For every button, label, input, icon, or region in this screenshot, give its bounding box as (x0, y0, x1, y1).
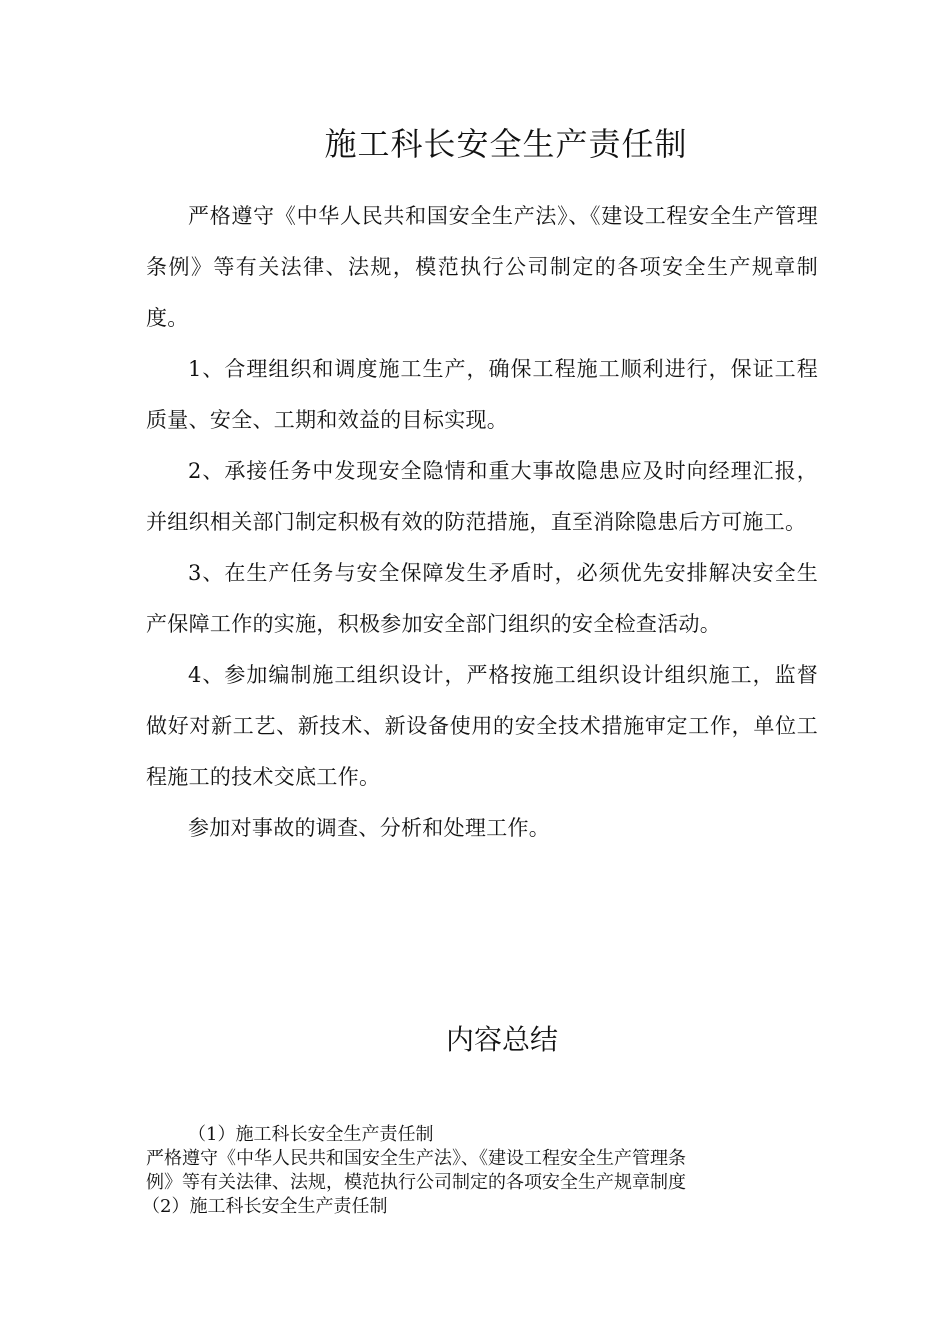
paragraph-item-2: 2、承接任务中发现安全隐情和重大事故隐患应及时向经理汇报，并组织相关部门制定积极有效的防范措施，直至消除隐患后方可施工。 (146, 459, 818, 534)
document-body (146, 191, 818, 854)
paragraph-closing: 参加对事故的调查、分析和处理工作。 (188, 816, 551, 840)
summary-title: 内容总结 (446, 1023, 559, 1056)
summary-section (142, 1123, 806, 1219)
paragraph-item-4: 4、参加编制施工组织设计，严格按施工组织设计组织施工，监督做好对新工艺、新技术、新设备使用的安全技术措施审定工作，单位工程施工的技术交底工作。 (146, 663, 818, 789)
paragraph-item-1: 1、合理组织和调度施工生产，确保工程施工顺利进行，保证工程质量、安全、工期和效益的目标实现。 (146, 357, 818, 432)
paragraph-item-3: 3、在生产任务与安全保障发生矛盾时，必须优先安排解决安全生产保障工作的实施，积极参加安全部门组织的安全检查活动。 (146, 561, 818, 636)
paragraph-intro: 严格遵守《中华人民共和国安全生产法》、《建设工程安全生产管理条例》等有关法律、法规，模范执行公司制定的各项安全生产规章制度。 (146, 204, 818, 330)
document-title: 施工科长安全生产责任制 (324, 125, 688, 163)
summary-line-1: 严格遵守《中华人民共和国安全生产法》、《建设工程安全生产管理条 (146, 1148, 686, 1169)
summary-line-2: 例》等有关法律、法规，模范执行公司制定的各项安全生产规章制度 (146, 1172, 686, 1193)
summary-item-1: （1）施工科长安全生产责任制 (188, 1124, 434, 1145)
summary-item-2: （2）施工科长安全生产责任制 (142, 1196, 388, 1217)
